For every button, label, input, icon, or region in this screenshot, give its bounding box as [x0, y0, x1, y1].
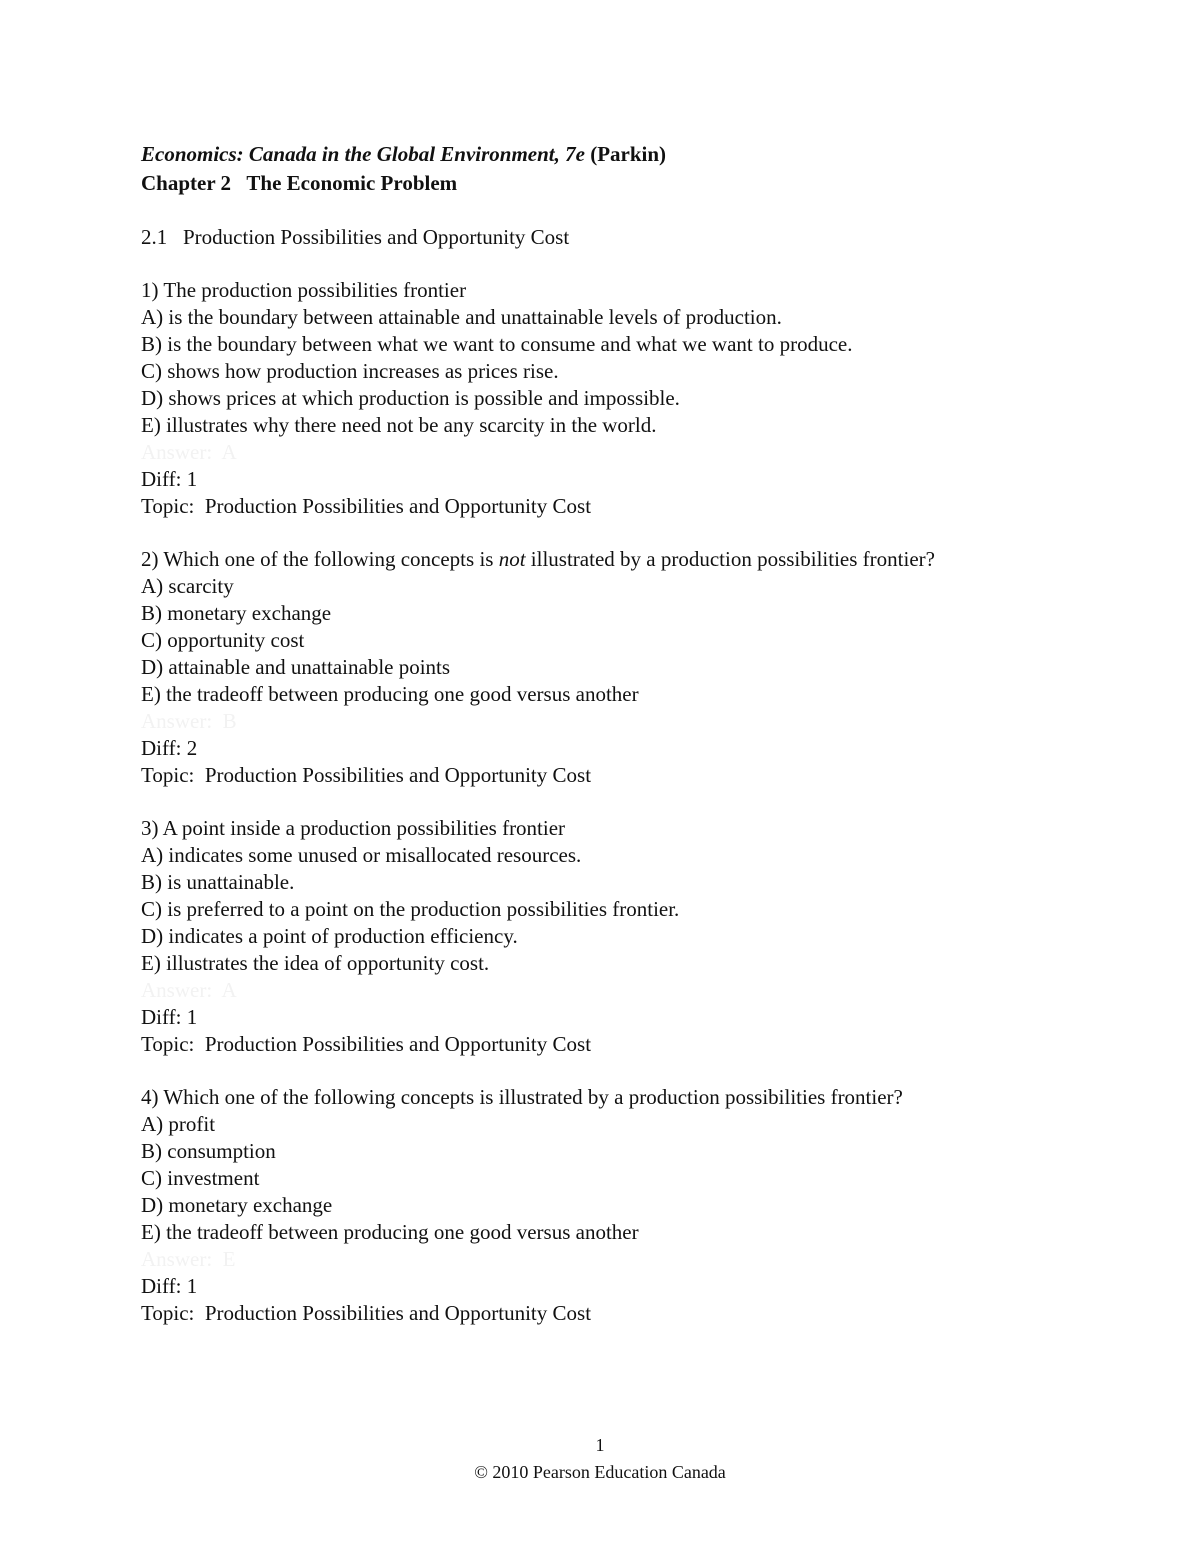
question-stem: 4) Which one of the following concepts is illustrated by a production possibilities frontier? — [141, 1085, 903, 1109]
book-author: (Parkin) — [584, 142, 667, 166]
topic-line: Topic: Production Possibilities and Opportunity Cost — [141, 1301, 592, 1325]
question-1 — [141, 277, 1101, 520]
copyright-notice: © 2010 Pearson Education Canada — [474, 1462, 726, 1482]
book-title-italic: Economics: Canada in the Global Environment, 7e — [141, 142, 585, 166]
option-d: D) monetary exchange — [141, 1193, 333, 1217]
option-b: B) consumption — [141, 1139, 276, 1163]
book-title — [141, 140, 1101, 169]
answer-line: Answer: B — [141, 709, 237, 733]
option-b: B) is unattainable. — [141, 870, 295, 894]
page-number: 1 — [595, 1435, 605, 1455]
option-e: E) illustrates why there need not be any scarcity in the world. — [141, 413, 657, 437]
spacer — [141, 520, 1101, 546]
option-c: C) investment — [141, 1166, 260, 1190]
topic-line: Topic: Production Possibilities and Opportunity Cost — [141, 494, 592, 518]
stem-emphasis: not — [498, 547, 526, 571]
difficulty-line: Diff: 1 — [141, 1274, 198, 1298]
chapter-title: Chapter 2 The Economic Problem — [141, 171, 458, 195]
option-c: C) opportunity cost — [141, 628, 305, 652]
answer-line: Answer: A — [141, 978, 237, 1002]
question-stem: 3) A point inside a production possibilities frontier — [141, 816, 566, 840]
option-b: B) monetary exchange — [141, 601, 332, 625]
document-page — [141, 140, 1101, 1327]
topic-line: Topic: Production Possibilities and Opportunity Cost — [141, 1032, 592, 1056]
stem-after: illustrated by a production possibilities frontier? — [525, 547, 935, 571]
option-e: E) the tradeoff between producing one good versus another — [141, 1220, 639, 1244]
option-d: D) attainable and unattainable points — [141, 655, 451, 679]
question-4 — [141, 1084, 1101, 1327]
option-e: E) the tradeoff between producing one good versus another — [141, 682, 639, 706]
option-a: A) profit — [141, 1112, 216, 1136]
option-c: C) is preferred to a point on the production possibilities frontier. — [141, 897, 680, 921]
difficulty-line: Diff: 1 — [141, 467, 198, 491]
topic-line: Topic: Production Possibilities and Opportunity Cost — [141, 763, 592, 787]
spacer — [141, 789, 1101, 815]
option-b: B) is the boundary between what we want to consume and what we want to produce. — [141, 332, 853, 356]
option-a: A) indicates some unused or misallocated resources. — [141, 843, 582, 867]
option-c: C) shows how production increases as prices rise. — [141, 359, 559, 383]
option-d: D) shows prices at which production is possible and impossible. — [141, 386, 680, 410]
question-2 — [141, 546, 1101, 789]
answer-line: Answer: E — [141, 1247, 236, 1271]
answer-line: Answer: A — [141, 440, 237, 464]
section-heading: 2.1 Production Possibilities and Opportunity Cost — [141, 225, 570, 249]
spacer — [141, 251, 1101, 277]
stem-before: 2) Which one of the following concepts is — [141, 547, 499, 571]
option-a: A) scarcity — [141, 574, 234, 598]
question-3 — [141, 815, 1101, 1058]
spacer — [141, 1058, 1101, 1084]
difficulty-line: Diff: 1 — [141, 1005, 198, 1029]
spacer — [141, 198, 1101, 224]
question-stem — [141, 546, 1101, 573]
option-d: D) indicates a point of production efficiency. — [141, 924, 518, 948]
question-stem: 1) The production possibilities frontier — [141, 278, 467, 302]
difficulty-line: Diff: 2 — [141, 736, 198, 760]
option-a: A) is the boundary between attainable and unattainable levels of production. — [141, 305, 782, 329]
option-e: E) illustrates the idea of opportunity cost. — [141, 951, 490, 975]
